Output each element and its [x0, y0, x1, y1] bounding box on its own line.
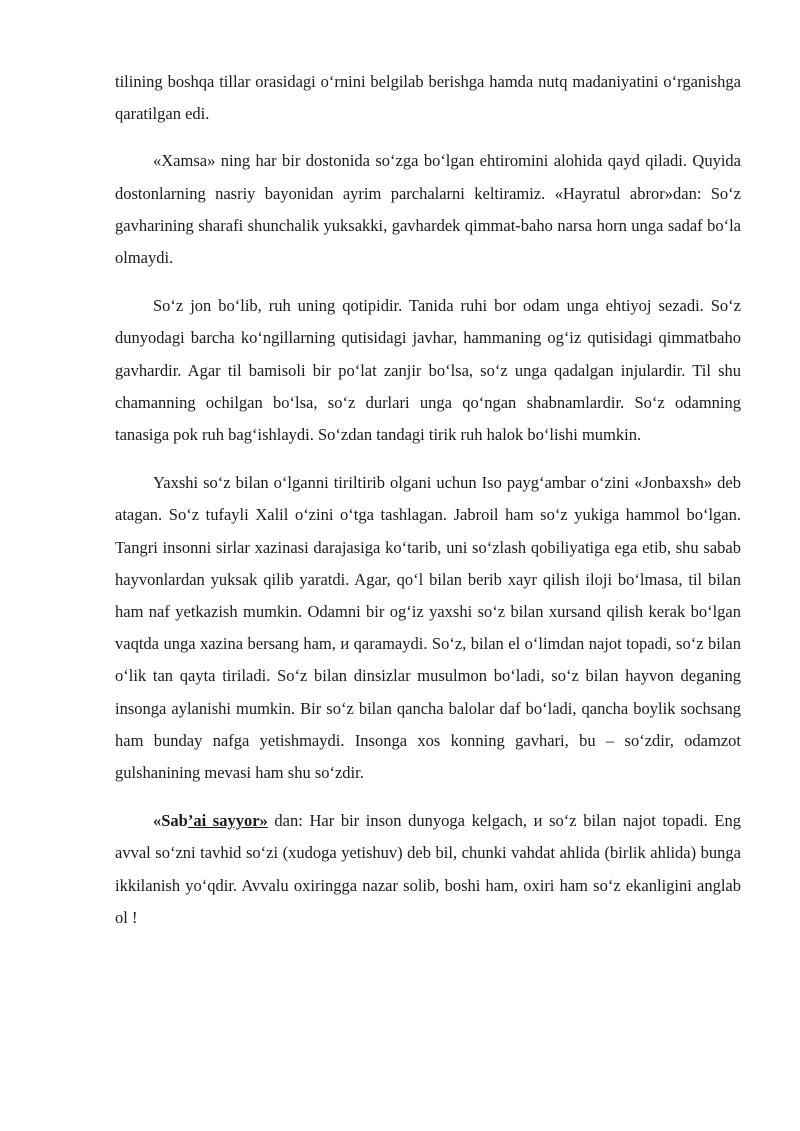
paragraph-1: tilining boshqa tillar orasidagi o‘rnini belgilab berishga hamda nutq madaniyatini o‘rganishga qaratilgan edi. [115, 72, 741, 124]
source-title-underlined: ’ai sayyor» [187, 811, 268, 831]
document-page [115, 66, 741, 950]
paragraph-2: «Xamsa» ning har bir dostonida so‘zga bo‘lgan ehtiromini alohida qayd qiladi. Quyida dostonlarning nasriy bayonidan ayrim parchalarni keltiramiz. «Hayratul abror»dan: So‘z gavharining sharafi shunchalik yuksakki, gavhardek qimmat-baho narsa horn unga sadaf bo‘la olmaydi. [115, 151, 741, 268]
paragraph-5-text: dan: Har bir inson dunyoga kelgach, и so‘z bilan najot topadi. Eng avval so‘zni tavhid so‘zi (xudoga yetishuv) deb bil, chunki vahdat ahlida (birlik ahlida) bunga ikkilanish yo‘qdir. Avvalu oxiringga nazar solib, boshi ham, oxiri ham so‘z ekanligini anglab ol ! [115, 811, 741, 927]
paragraph-3: So‘z jon bo‘lib, ruh uning qotipidir. Tanida ruhi bor odam unga ehtiyoj sezadi. So‘z dunyodagi barcha ko‘ngillarning qutisidagi javhar, hammaning og‘iz qutisidagi qimmatbaho gavhardir. Agar til bamisoli bir po‘lat zanjir bo‘lsa, so‘z unga qadalgan injulardir. Til shu chamanning ochilgan bo‘lsa, so‘z durlari unga qo‘ngan shabnamlardir. So‘z odamning tanasiga pok ruh bag‘ishlaydi. So‘zdan tandagi tirik ruh halok bo‘lishi mumkin. [115, 296, 741, 445]
paragraph-4: Yaxshi so‘z bilan o‘lganni tiriltirib olgani uchun Iso payg‘ambar o‘zini «Jonbaxsh» deb atagan. So‘z tufayli Xalil o‘zini o‘tga tashlagan. Jabroil ham so‘z yukiga hammol bo‘lgan. Tangri insonni sirlar xazinasi darajasiga ko‘tarib, uni so‘zlash qobiliyatiga ega etib, shu sabab hayvonlardan yuksak qilib yaratdi. Agar, qo‘l bilan berib xayr qilish iloji bo‘lmasa, til bilan ham naf yetkazish mumkin. Odamni bir og‘iz yaxshi so‘z bilan xursand qilish kerak bo‘lgan vaqtda unga xazina bersang ham, и qaramaydi. So‘z, bilan el o‘limdan najot topadi, so‘z bilan o‘lik tan qayta tiriladi. So‘z bilan dinsizlar musulmon bo‘ladi, so‘z bilan hayvon deganing insonga aylanishi mumkin. Bir so‘z bilan qancha balolar daf bo‘ladi, qancha boylik sochsang ham bunday nafga yetishmaydi. Insonga xos konning gavhari, bu – so‘zdir, odamzot gulshanining mevasi ham shu so‘zdir. [115, 473, 741, 783]
source-title-prefix: «Sab [153, 811, 188, 831]
paragraph-5 [115, 805, 741, 934]
